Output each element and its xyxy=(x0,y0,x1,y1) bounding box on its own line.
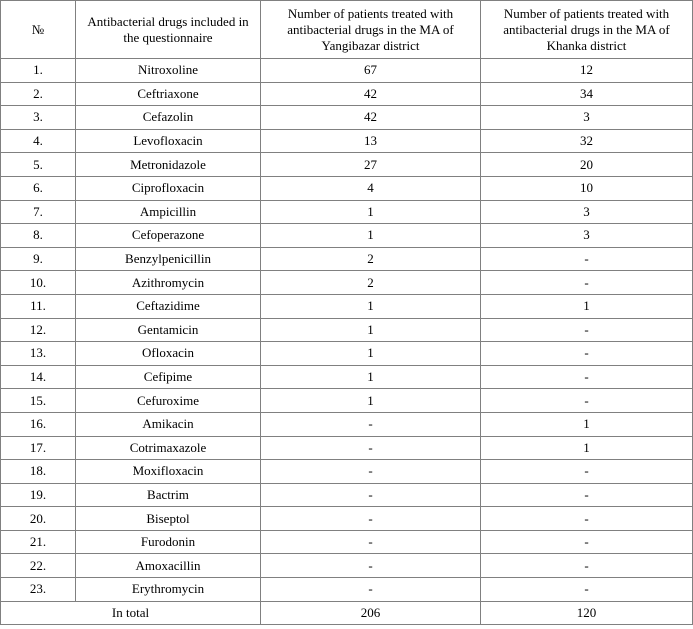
table-footer xyxy=(1,601,693,625)
khanka-count: 3 xyxy=(481,224,693,248)
khanka-count: 3 xyxy=(481,106,693,130)
drug-name: Cefoperazone xyxy=(76,224,261,248)
drug-name: Cefazolin xyxy=(76,106,261,130)
table-row xyxy=(1,578,693,602)
drug-name: Metronidazole xyxy=(76,153,261,177)
yangibazar-count: - xyxy=(261,507,481,531)
row-number: 21. xyxy=(1,530,76,554)
drug-name: Amikacin xyxy=(76,412,261,436)
khanka-count: - xyxy=(481,483,693,507)
header-khanka: Number of patients treated with antibacterial drugs in the MA of Khanka district xyxy=(481,1,693,59)
header-drug: Antibacterial drugs included in the questionnaire xyxy=(76,1,261,59)
row-number: 7. xyxy=(1,200,76,224)
khanka-count: 1 xyxy=(481,412,693,436)
row-number: 19. xyxy=(1,483,76,507)
drug-name: Gentamicin xyxy=(76,318,261,342)
yangibazar-count: 13 xyxy=(261,129,481,153)
yangibazar-count: - xyxy=(261,412,481,436)
row-number: 13. xyxy=(1,342,76,366)
khanka-count: - xyxy=(481,247,693,271)
table-row xyxy=(1,200,693,224)
table-body xyxy=(1,59,693,602)
table-header xyxy=(1,1,693,59)
row-number: 17. xyxy=(1,436,76,460)
row-number: 1. xyxy=(1,59,76,83)
drug-name: Azithromycin xyxy=(76,271,261,295)
drug-name: Ofloxacin xyxy=(76,342,261,366)
total-row xyxy=(1,601,693,625)
yangibazar-count: 4 xyxy=(261,176,481,200)
drug-name: Moxifloxacin xyxy=(76,460,261,484)
yangibazar-count: - xyxy=(261,483,481,507)
table-row xyxy=(1,436,693,460)
table-row xyxy=(1,129,693,153)
row-number: 18. xyxy=(1,460,76,484)
khanka-count: 3 xyxy=(481,200,693,224)
khanka-count: - xyxy=(481,578,693,602)
khanka-count: - xyxy=(481,530,693,554)
row-number: 16. xyxy=(1,412,76,436)
drug-name: Ceftazidime xyxy=(76,294,261,318)
total-khanka: 120 xyxy=(481,601,693,625)
yangibazar-count: 1 xyxy=(261,318,481,342)
header-yangibazar: Number of patients treated with antibacterial drugs in the MA of Yangibazar district xyxy=(261,1,481,59)
table-row xyxy=(1,294,693,318)
row-number: 15. xyxy=(1,389,76,413)
khanka-count: 12 xyxy=(481,59,693,83)
yangibazar-count: 2 xyxy=(261,247,481,271)
header-number: № xyxy=(1,1,76,59)
table-row xyxy=(1,153,693,177)
khanka-count: - xyxy=(481,507,693,531)
khanka-count: 1 xyxy=(481,294,693,318)
drug-name: Biseptol xyxy=(76,507,261,531)
yangibazar-count: 67 xyxy=(261,59,481,83)
yangibazar-count: - xyxy=(261,530,481,554)
yangibazar-count: 42 xyxy=(261,82,481,106)
drug-name: Amoxacillin xyxy=(76,554,261,578)
row-number: 10. xyxy=(1,271,76,295)
khanka-count: - xyxy=(481,318,693,342)
yangibazar-count: 1 xyxy=(261,342,481,366)
table-row xyxy=(1,59,693,83)
drug-name: Bactrim xyxy=(76,483,261,507)
khanka-count: 1 xyxy=(481,436,693,460)
table-row xyxy=(1,483,693,507)
yangibazar-count: 42 xyxy=(261,106,481,130)
row-number: 22. xyxy=(1,554,76,578)
yangibazar-count: 1 xyxy=(261,294,481,318)
table-row xyxy=(1,530,693,554)
row-number: 6. xyxy=(1,176,76,200)
khanka-count: 10 xyxy=(481,176,693,200)
drug-name: Benzylpenicillin xyxy=(76,247,261,271)
total-yangibazar: 206 xyxy=(261,601,481,625)
yangibazar-count: 1 xyxy=(261,389,481,413)
drug-name: Ceftriaxone xyxy=(76,82,261,106)
total-label: In total xyxy=(1,601,261,625)
row-number: 14. xyxy=(1,365,76,389)
yangibazar-count: 1 xyxy=(261,224,481,248)
table-row xyxy=(1,224,693,248)
yangibazar-count: 27 xyxy=(261,153,481,177)
table-row xyxy=(1,106,693,130)
drug-name: Furodonin xyxy=(76,530,261,554)
table-row xyxy=(1,318,693,342)
drug-name: Cotrimaxazole xyxy=(76,436,261,460)
row-number: 5. xyxy=(1,153,76,177)
yangibazar-count: - xyxy=(261,578,481,602)
row-number: 11. xyxy=(1,294,76,318)
khanka-count: - xyxy=(481,271,693,295)
yangibazar-count: - xyxy=(261,554,481,578)
row-number: 3. xyxy=(1,106,76,130)
row-number: 2. xyxy=(1,82,76,106)
yangibazar-count: 1 xyxy=(261,365,481,389)
table-row xyxy=(1,389,693,413)
khanka-count: 34 xyxy=(481,82,693,106)
khanka-count: - xyxy=(481,554,693,578)
khanka-count: 32 xyxy=(481,129,693,153)
row-number: 4. xyxy=(1,129,76,153)
row-number: 12. xyxy=(1,318,76,342)
table-row xyxy=(1,365,693,389)
table-row xyxy=(1,176,693,200)
drug-name: Erythromycin xyxy=(76,578,261,602)
table-row xyxy=(1,460,693,484)
table-row xyxy=(1,342,693,366)
drug-name: Cefuroxime xyxy=(76,389,261,413)
drug-name: Levofloxacin xyxy=(76,129,261,153)
yangibazar-count: 1 xyxy=(261,200,481,224)
drug-name: Ampicillin xyxy=(76,200,261,224)
table-row xyxy=(1,271,693,295)
khanka-count: - xyxy=(481,460,693,484)
yangibazar-count: - xyxy=(261,460,481,484)
row-number: 23. xyxy=(1,578,76,602)
yangibazar-count: - xyxy=(261,436,481,460)
table-row xyxy=(1,82,693,106)
table-row xyxy=(1,554,693,578)
drug-name: Nitroxoline xyxy=(76,59,261,83)
table-row xyxy=(1,247,693,271)
yangibazar-count: 2 xyxy=(261,271,481,295)
khanka-count: 20 xyxy=(481,153,693,177)
row-number: 9. xyxy=(1,247,76,271)
header-row xyxy=(1,1,693,59)
khanka-count: - xyxy=(481,365,693,389)
drug-name: Cefipime xyxy=(76,365,261,389)
row-number: 20. xyxy=(1,507,76,531)
khanka-count: - xyxy=(481,342,693,366)
khanka-count: - xyxy=(481,389,693,413)
table-row xyxy=(1,412,693,436)
row-number: 8. xyxy=(1,224,76,248)
table-row xyxy=(1,507,693,531)
drug-name: Ciprofloxacin xyxy=(76,176,261,200)
